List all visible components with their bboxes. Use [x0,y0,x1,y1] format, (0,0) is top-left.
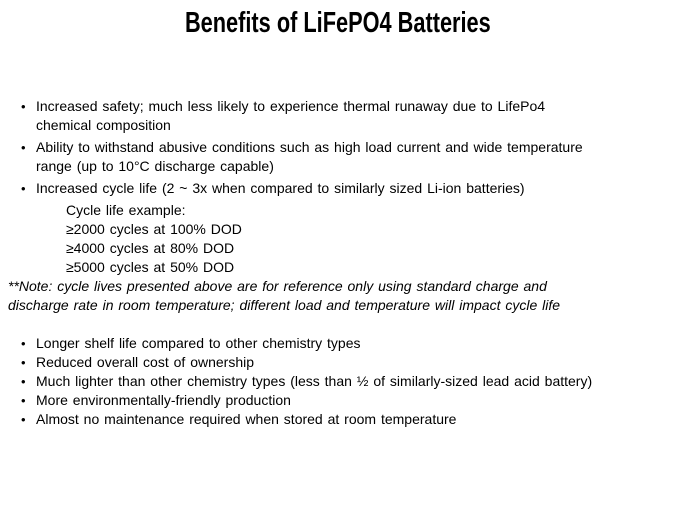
bullet-environmentally-friendly: • More environmentally-friendly production [0,391,675,410]
primary-benefits-list [0,97,675,198]
bullet-increased-safety: • Increased safety; much less likely to experience thermal runaway due to LifePo4 chemical composition [0,97,675,135]
bullet-longer-shelf-life: • Longer shelf life compared to other chemistry types [0,334,675,353]
cycle-life-entry-50-dod: ≥5000 cycles at 50% DOD [66,259,235,275]
cycle-life-entry-100-dod: ≥2000 cycles at 100% DOD [66,221,242,237]
slide-content [0,97,675,429]
secondary-benefits-list [0,334,675,429]
note-text: **Note: cycle lives presented above are for reference only using standard charge and discharge rate in room temperature; different load and temperature will impact cycle life [8,278,561,313]
cycle-life-example-block [66,201,675,277]
slide-title [0,6,675,40]
bullet-no-maintenance: • Almost no maintenance required when stored at room temperature [0,410,675,429]
bullet-abusive-conditions: • Ability to withstand abusive conditions such as high load current and wide temperature range (up to 10°C discharge capable) [0,138,675,176]
bullet-much-lighter: • Much lighter than other chemistry types (less than ½ of similarly-sized lead acid battery) [0,372,675,391]
slide-title-text: Benefits of LiFePO4 Batteries [184,7,491,39]
bullet-increased-cycle-life: • Increased cycle life (2 ~ 3x when compared to similarly sized Li-ion batteries) [0,179,675,198]
bullet-reduced-cost: • Reduced overall cost of ownership [0,353,675,372]
cycle-life-entry-80-dod: ≥4000 cycles at 80% DOD [66,240,235,256]
cycle-life-heading: Cycle life example: [66,202,186,218]
